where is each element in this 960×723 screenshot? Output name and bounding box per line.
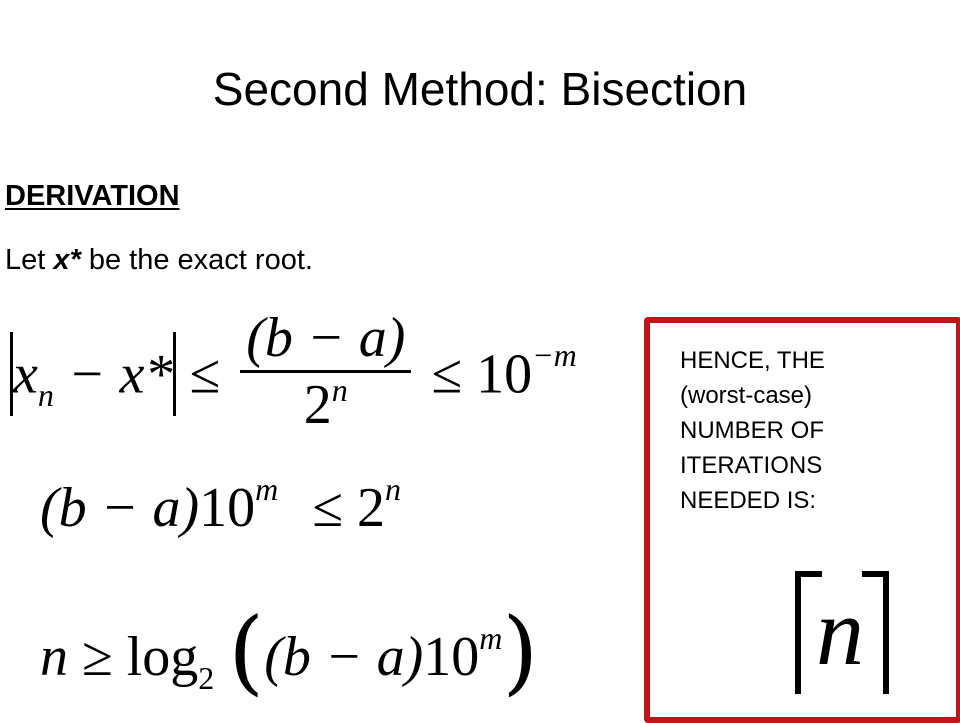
callout-line: NEEDED IS: [680, 487, 817, 514]
eq1-sub-n: n [37, 377, 54, 414]
ceiling-function [778, 570, 906, 694]
eq2-leq: ≤ [312, 477, 343, 539]
eq3-inner: (b − a) [264, 626, 424, 688]
eq2-exp: m [255, 471, 279, 507]
abs-left-bar [10, 332, 13, 416]
eq1-leq: ≤ [189, 343, 221, 406]
eq2-rhs-exp: n [384, 471, 401, 507]
eq1-rhs-exp: −m [532, 337, 577, 374]
eq3-close-paren: ) [502, 598, 539, 705]
eq3-open-paren: ( [228, 598, 265, 705]
equation-inequality [40, 471, 401, 539]
eq3-geq: ≥ [82, 626, 113, 688]
intro-sentence [5, 244, 313, 277]
callout-line: NUMBER OF [680, 417, 824, 444]
eq1-fraction [240, 307, 411, 436]
section-heading: DERIVATION [5, 180, 180, 212]
ceiling-variable: n [816, 578, 864, 685]
callout-line: ITERATIONS [680, 452, 823, 479]
intro-variable: x* [53, 244, 81, 276]
eq1-minus-xstar: − x* [53, 343, 173, 406]
eq3-log-base: 2 [198, 660, 215, 696]
eq3-n: n [40, 626, 68, 688]
callout-text [680, 343, 825, 518]
eq1-x: x [13, 343, 38, 406]
eq2-base: 10 [199, 477, 256, 539]
eq3-log: log [126, 626, 199, 688]
intro-prefix: Let [5, 244, 54, 276]
equation-error-bound [10, 307, 577, 441]
callout-line: (worst-case) [680, 382, 813, 409]
eq1-den-base: 2 [303, 374, 332, 436]
equation-log [40, 598, 539, 705]
eq2-rhs-base: 2 [356, 477, 385, 539]
eq3-exp: m [479, 620, 503, 656]
intro-suffix: be the exact root. [80, 244, 313, 276]
slide-title: Second Method: Bisection [212, 63, 748, 115]
eq1-numerator: (b − a) [246, 307, 406, 369]
eq1-den-exp: n [331, 372, 348, 408]
fraction-rule [240, 370, 411, 373]
eq1-leq-2: ≤ [431, 343, 463, 406]
callout-line: HENCE, THE [680, 347, 825, 374]
eq1-rhs-base: 10 [476, 343, 533, 406]
conclusion-callout [644, 317, 960, 723]
eq2-lhs: (b − a) [40, 477, 200, 539]
eq3-base: 10 [423, 626, 480, 688]
abs-right-bar [173, 332, 176, 416]
